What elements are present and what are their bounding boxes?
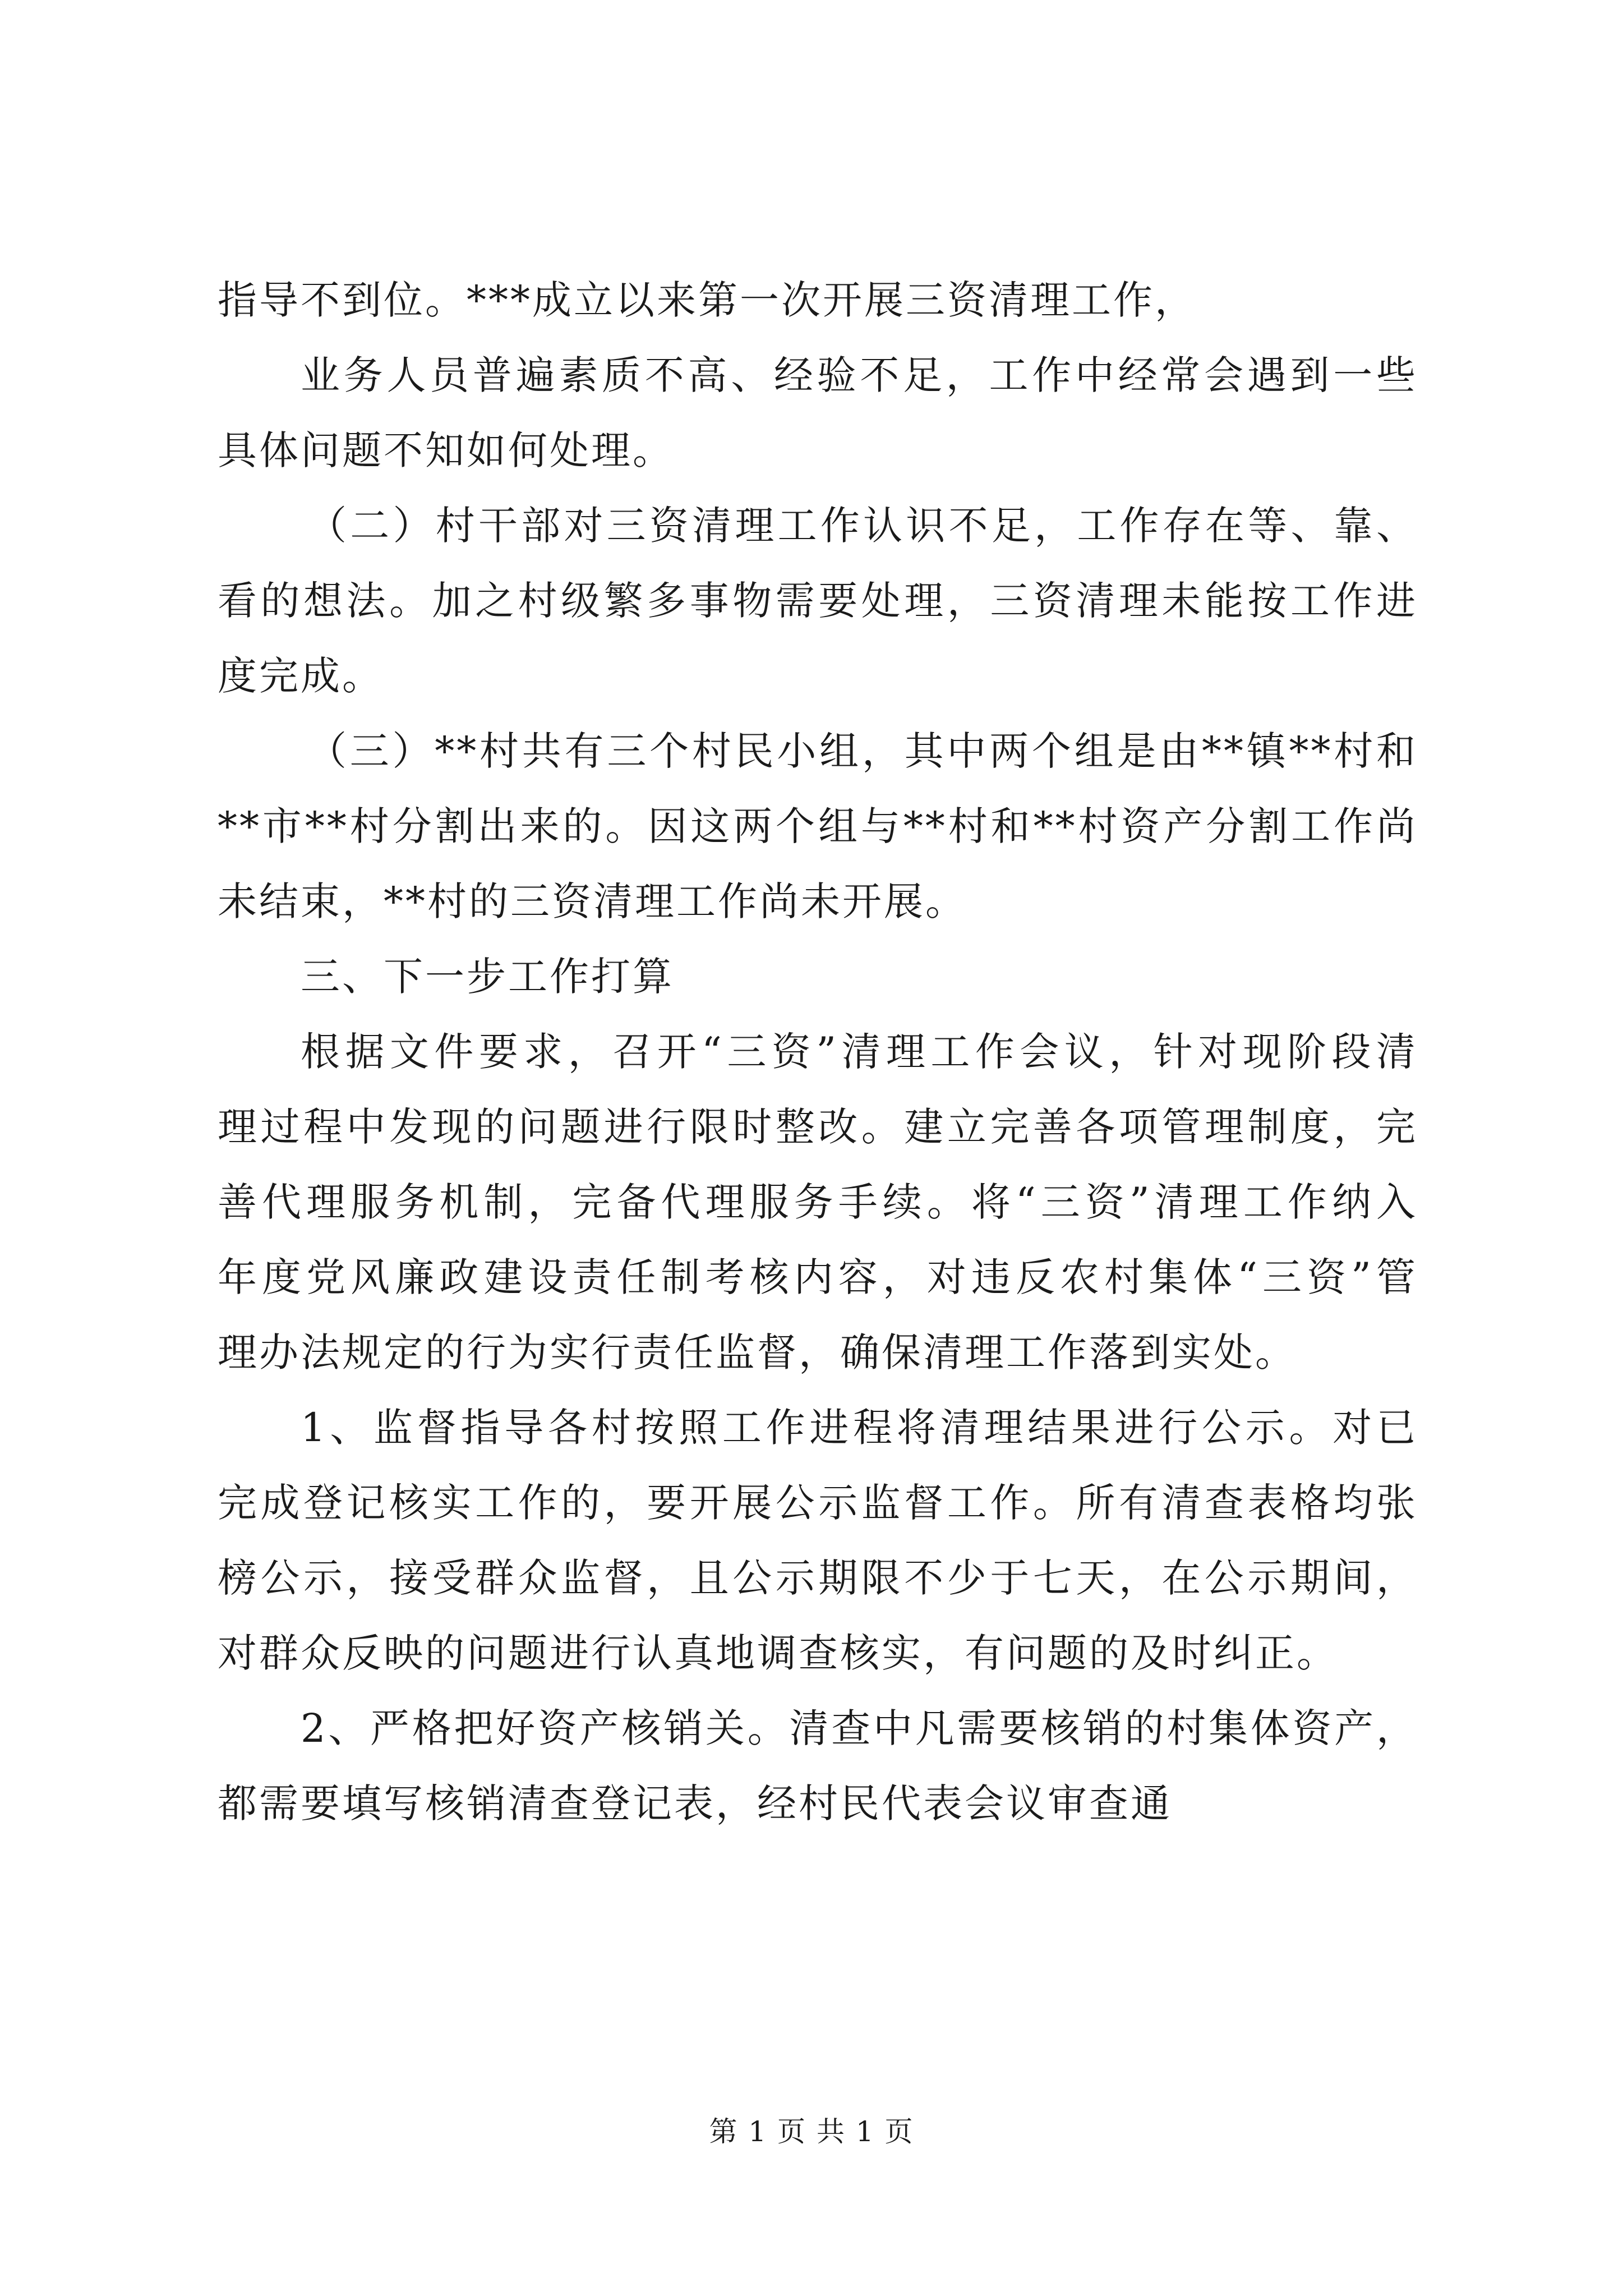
text-line: 根据文件要求，召开“三资”清理工作会议，针对现阶段清 — [301, 1029, 1418, 1075]
text-line: （二）村干部对三资清理工作认识不足，工作存在等、靠、 — [307, 503, 1418, 549]
text-line: 2、严格把好资产核销关。清查中凡需要核销的村集体资产， — [301, 1705, 1418, 1751]
text-line: 度完成。 — [218, 653, 384, 699]
text-line: 都需要填写核销清查登记表，经村民代表会议审查通 — [218, 1780, 1172, 1826]
text-line: 看的想法。加之村级繁多事物需要处理，三资清理未能按工作进 — [218, 578, 1418, 624]
text-line: 善代理服务机制，完备代理服务手续。将“三资”清理工作纳入 — [218, 1179, 1418, 1225]
text-line: **市**村分割出来的。因这两个组与**村和**村资产分割工作尚 — [218, 803, 1418, 849]
text-line: 业务人员普遍素质不高、经验不足，工作中经常会遇到一些 — [301, 352, 1418, 398]
text-line: 理过程中发现的问题进行限时整改。建立完善各项管理制度，完 — [218, 1104, 1418, 1150]
text-line: 理办法规定的行为实行责任监督，确保清理工作落到实处。 — [218, 1329, 1297, 1375]
text-line: 未结束，**村的三资清理工作尚未开展。 — [218, 878, 967, 924]
section-heading: 三、下一步工作打算 — [301, 954, 674, 1000]
text-line: 具体问题不知如何处理。 — [218, 427, 674, 473]
page-number-footer: 第 1 页 共 1 页 — [709, 2115, 914, 2148]
text-line: 年度党风廉政建设责任制考核内容，对违反农村集体“三资”管 — [218, 1254, 1418, 1300]
text-line: 对群众反映的问题进行认真地调查核实，有问题的及时纠正。 — [218, 1630, 1338, 1676]
text-line: 完成登记核实工作的，要开展公示监督工作。所有清查表格均张 — [218, 1480, 1418, 1526]
text-line: （三）**村共有三个村民小组，其中两个组是由**镇**村和 — [307, 728, 1418, 774]
document-body — [218, 263, 1418, 1841]
text-line: 指导不到位。***成立以来第一次开展三资清理工作， — [218, 277, 1196, 323]
text-line: 1、监督指导各村按照工作进程将清理结果进行公示。对已 — [301, 1405, 1418, 1451]
text-line: 榜公示，接受群众监督，且公示期限不少于七天，在公示期间， — [218, 1555, 1418, 1601]
